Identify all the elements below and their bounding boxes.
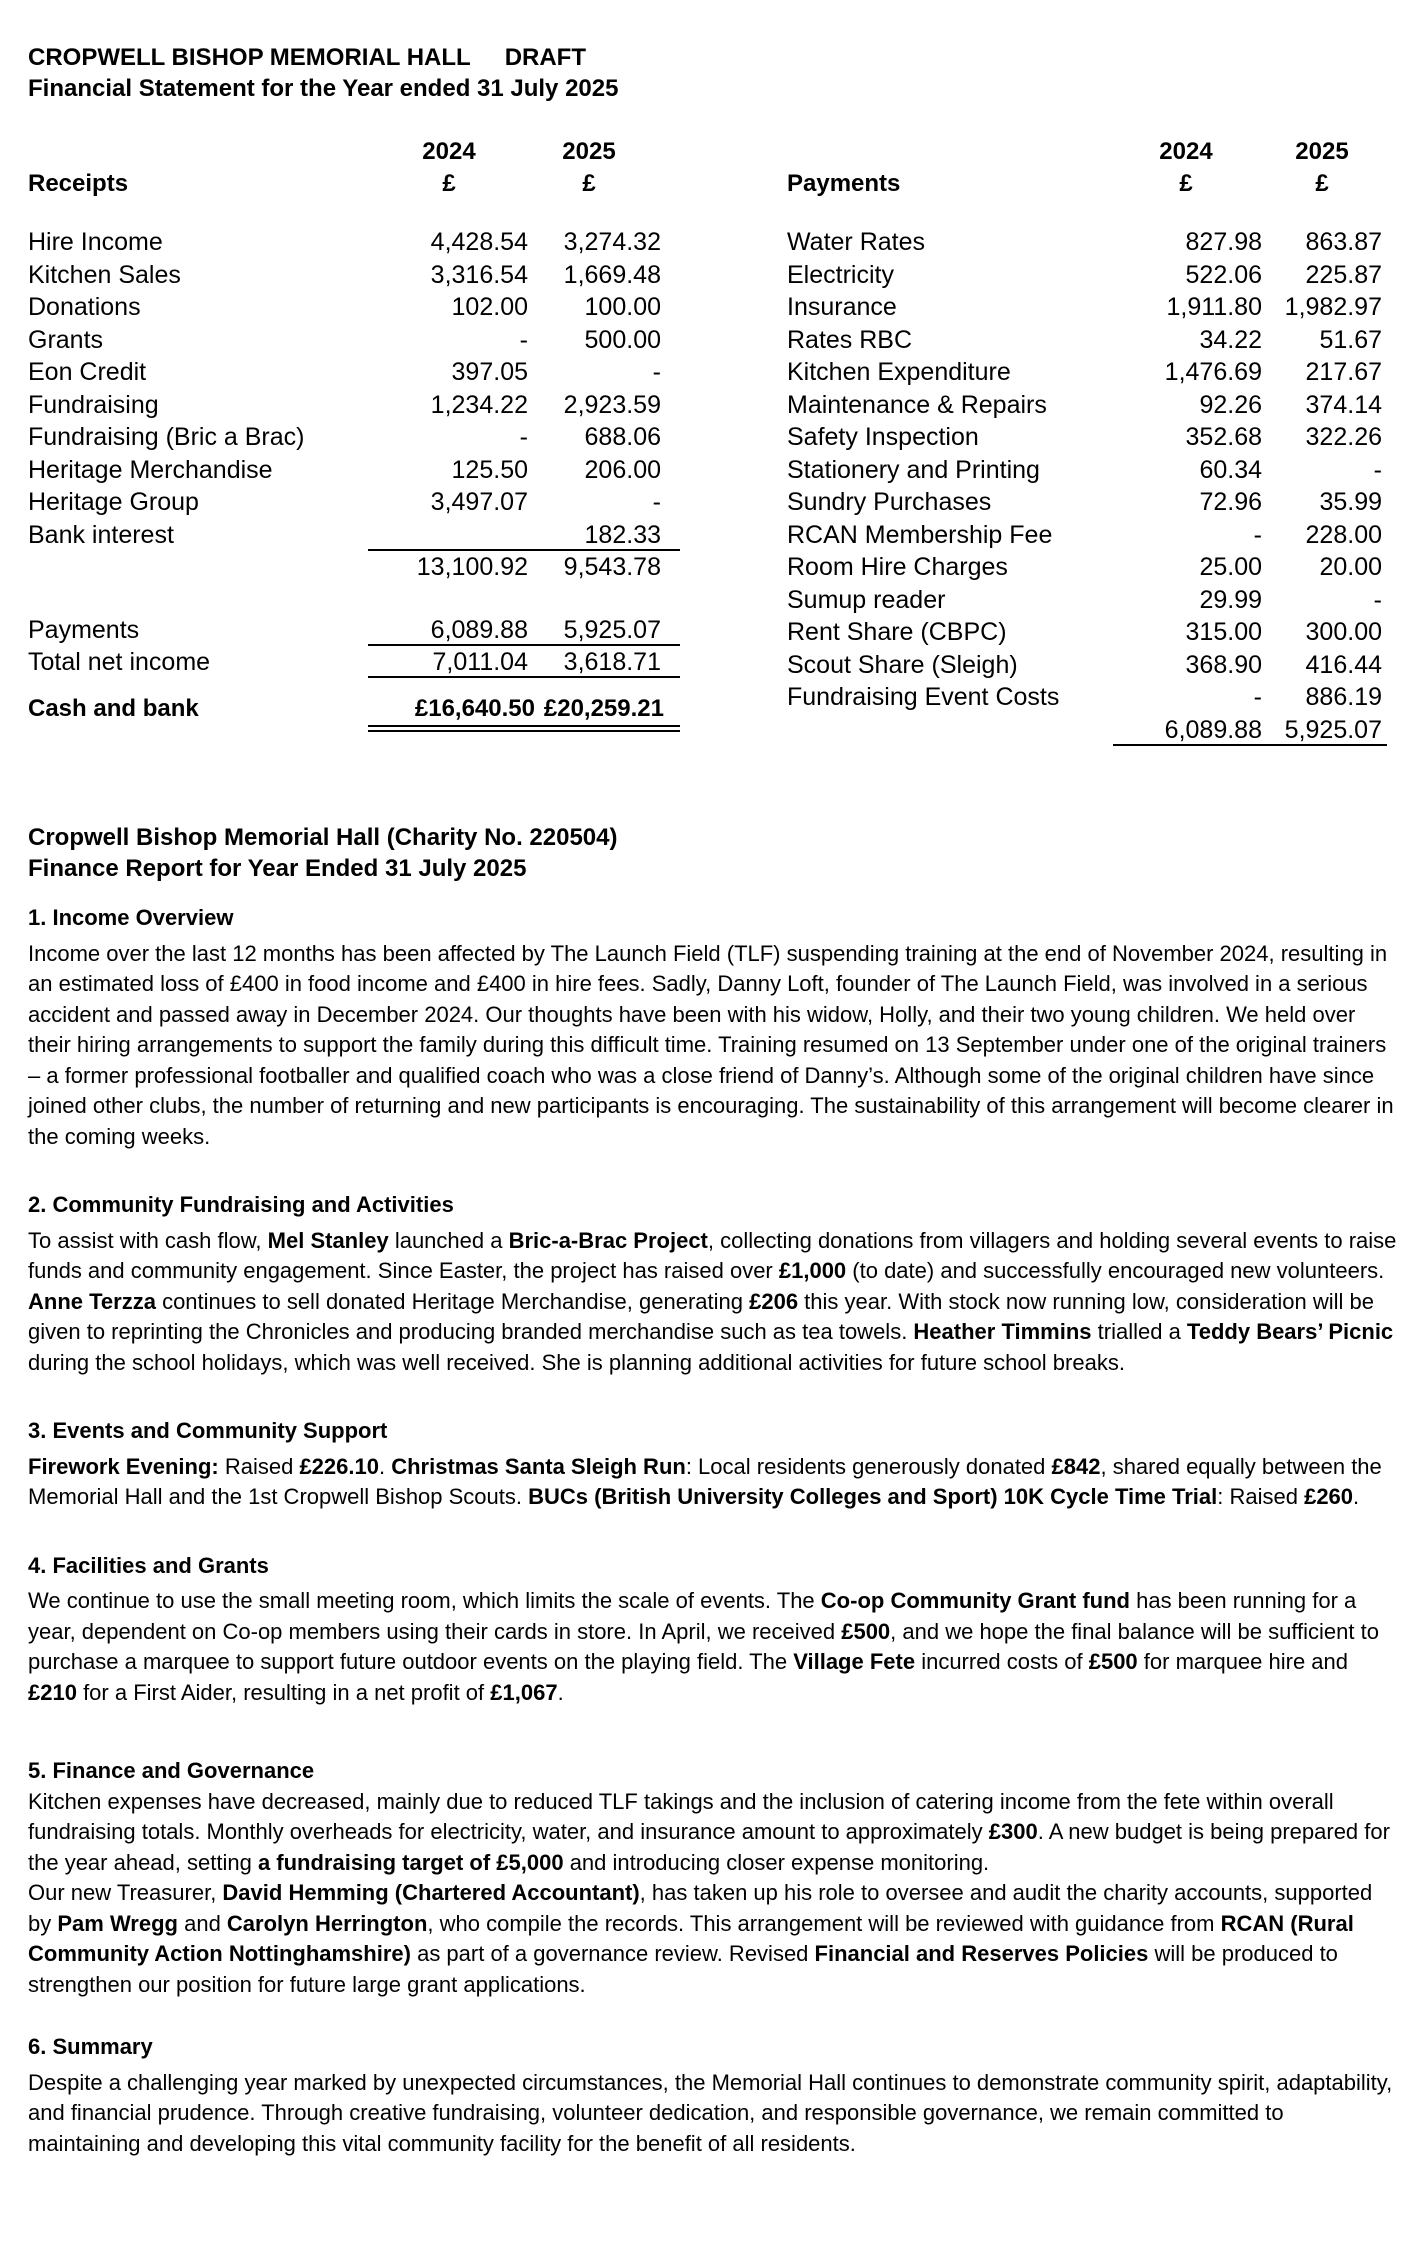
receipts-row-2024: - <box>519 325 528 354</box>
payments-row <box>787 584 1397 617</box>
section-text: We continue to use the small meeting room, which limits the scale of events. The Co-op Community Grant fund has been running for a year, dependent on Co-op members using their cards in store. In April, we received £500, and we hope the final balance will be sufficient to purchase a marquee to support future outdoor events on the playing field. The Village Fete incurred costs of £500 for marquee hire and £210 for a First Aider, resulting in a net profit of £1,067. <box>28 1588 1379 1705</box>
payments-total-2024: 6,089.88 <box>1164 715 1262 744</box>
receipts-row-label: Grants <box>28 325 104 354</box>
receipts-row-2024: 102.00 <box>451 293 528 321</box>
payments-row-label: Stationery and Printing <box>787 455 1040 484</box>
receipts-row-label: Eon Credit <box>28 358 147 386</box>
payments-table <box>787 136 1397 746</box>
receipts-row <box>28 519 678 552</box>
receipts-table <box>28 136 678 725</box>
payments-row-2025: 51.67 <box>1319 325 1382 354</box>
payments-row-2025: 217.67 <box>1305 358 1382 386</box>
receipts-row-2024: 4,428.54 <box>430 228 528 256</box>
receipts-row-2024: 3,316.54 <box>430 260 528 289</box>
receipts-row-label: Heritage Group <box>28 488 199 516</box>
payments-row-2024: 29.99 <box>1199 585 1262 614</box>
payments-row-label: Water Rates <box>787 228 926 256</box>
payments-total-row <box>787 714 1397 747</box>
payments-row-2025: 374.14 <box>1305 390 1382 419</box>
receipts-net-2025: 3,618.71 <box>563 648 661 676</box>
payments-row-2024: 25.00 <box>1199 553 1262 581</box>
payments-row-2025: 1,982.97 <box>1284 293 1382 321</box>
payments-row-label: Rates RBC <box>787 325 913 354</box>
section-text-2: Our new Treasurer, David Hemming (Chartered Accountant), has taken up his role to oversee and audit the charity accounts, supported by Pam Wregg and Carolyn Herrington, who compile the records. This arrangement will be reviewed with guidance from RCAN (Rural Community Action Nottinghamshire) as part of a governance review. Revised Financial and Reserves Policies will be produced to strengthen our position for future large grant applications. <box>28 1880 1373 1997</box>
section-heading: 3. Events and Community Support <box>28 1418 388 1443</box>
receipts-row-label: Bank interest <box>28 520 174 549</box>
receipts-payments-2024: 6,089.88 <box>430 615 528 644</box>
receipts-row <box>28 324 678 357</box>
payments-row-2024: 315.00 <box>1185 618 1262 646</box>
net-underline <box>368 676 680 678</box>
payments-total-underline <box>1113 744 1387 746</box>
payments-row-2025: 225.87 <box>1305 260 1382 289</box>
payments-row-2025: 300.00 <box>1305 618 1382 646</box>
report-title: Cropwell Bishop Memorial Hall (Charity No. 220504) <box>28 824 618 851</box>
payments-row-2025: 20.00 <box>1319 553 1382 581</box>
payments-title: Payments <box>787 170 901 197</box>
receipts-year-2025: 2025 <box>562 138 616 165</box>
receipts-currency-2025: £ <box>582 170 596 197</box>
payments-row-2025: 863.87 <box>1305 228 1382 256</box>
payments-row <box>787 519 1397 552</box>
payments-row-2024: 368.90 <box>1185 650 1262 679</box>
receipts-row-2024: 3,497.07 <box>430 488 528 516</box>
receipts-row <box>28 389 678 422</box>
section-finance-governance <box>28 1756 1398 2000</box>
payments-row <box>787 356 1397 389</box>
receipts-total-2025: 9,543.78 <box>563 553 661 581</box>
receipts-row-2024: 125.50 <box>451 455 528 484</box>
org-name: CROPWELL BISHOP MEMORIAL HALL <box>28 44 471 71</box>
payments-row-2025: 228.00 <box>1305 520 1382 549</box>
receipts-title: Receipts <box>28 170 129 197</box>
payments-row-2024: 60.34 <box>1199 455 1262 484</box>
payments-row-label: Room Hire Charges <box>787 553 1008 581</box>
receipts-row-2024: 397.05 <box>451 358 528 386</box>
payments-row-label: Electricity <box>787 260 894 289</box>
section-heading: 2. Community Fundraising and Activities <box>28 1192 454 1217</box>
receipts-row-2025: 500.00 <box>584 325 661 354</box>
payments-row-2025: 322.26 <box>1305 423 1382 451</box>
receipts-row <box>28 226 678 259</box>
payments-row <box>787 649 1397 682</box>
receipts-row-2025: 100.00 <box>584 293 661 321</box>
payments-total-2025: 5,925.07 <box>1284 715 1382 744</box>
receipts-row-label: Hire Income <box>28 228 163 256</box>
receipts-total-row <box>28 551 678 584</box>
receipts-row-2025: 206.00 <box>584 455 661 484</box>
finance-report <box>28 823 1398 2159</box>
payments-row-2025: - <box>1373 585 1382 614</box>
receipts-row <box>28 259 678 292</box>
section-heading: 1. Income Overview <box>28 905 234 930</box>
payments-row-label: Maintenance & Repairs <box>787 390 1047 419</box>
receipts-row-2024: - <box>519 423 528 451</box>
receipts-net-row <box>28 646 678 679</box>
payments-row-2024: 1,476.69 <box>1164 358 1262 386</box>
payments-row-2025: 886.19 <box>1305 683 1382 711</box>
payments-row <box>787 486 1397 519</box>
payments-year-2025: 2025 <box>1295 138 1349 165</box>
cash-2024: £16,640.50 <box>414 694 535 722</box>
receipts-net-label: Total net income <box>28 648 211 676</box>
receipts-row <box>28 454 678 487</box>
payments-row-2024: 72.96 <box>1199 488 1262 516</box>
payments-row-label: Fundraising Event Costs <box>787 683 1060 711</box>
section-text: Despite a challenging year marked by unexpected circumstances, the Memorial Hall continues to demonstrate community spirit, adaptability, and financial prudence. Through creative fundraising, volunteer dedication, and responsible governance, we remain committed to maintaining and developing this vital community facility for the benefit of all residents. <box>28 2069 1393 2156</box>
receipts-total-2024: 13,100.92 <box>416 553 528 581</box>
receipts-row <box>28 486 678 519</box>
receipts-row-2025: 3,274.32 <box>563 228 661 256</box>
section-text: Income over the last 12 months has been affected by The Launch Field (TLF) suspending training at the end of November 2024, resulting in an estimated loss of £400 in food income and £400 in hire fees. Sadly, Danny Loft, founder of The Launch Field, was involved in a serious accident and passed away in December 2024. Our thoughts have been with his widow, Holly, and their two young children. We held over their hiring arrangements to support the family during this difficult time. Training resumed on 13 September under one of the original trainers – a former professional footballer and qualified coach who was a close friend of Danny’s. Although some of the original children have since joined other clubs, the number of returning and new participants is encouraging. The sustainability of this arrangement will become clearer in the coming weeks. <box>28 940 1394 1149</box>
receipts-payments-label: Payments <box>28 615 140 644</box>
section-heading: 4. Facilities and Grants <box>28 1552 269 1578</box>
section-events <box>28 1416 1398 1513</box>
payments-row-2025: - <box>1373 455 1382 484</box>
draft-label: DRAFT <box>504 44 587 71</box>
report-subtitle: Finance Report for Year Ended 31 July 2025 <box>28 854 527 882</box>
payments-row <box>787 681 1397 714</box>
receipts-row-2024: 1,234.22 <box>430 390 528 419</box>
section-heading: 6. Summary <box>28 2034 153 2059</box>
cash-double-underline <box>368 725 680 732</box>
payments-row-2025: 416.44 <box>1305 650 1382 679</box>
receipts-row-label: Kitchen Sales <box>28 260 181 289</box>
payments-row <box>787 389 1397 422</box>
payments-row-label: Sundry Purchases <box>787 488 992 516</box>
payments-currency-2024: £ <box>1179 170 1193 197</box>
section-summary <box>28 2032 1398 2159</box>
receipts-row <box>28 421 678 454</box>
receipts-net-2024: 7,011.04 <box>432 648 528 676</box>
cash-label: Cash and bank <box>28 694 199 722</box>
receipts-payments-2025: 5,925.07 <box>563 615 661 644</box>
payments-row <box>787 616 1397 649</box>
payments-row-label: Scout Share (Sleigh) <box>787 650 1018 679</box>
payments-currency-2025: £ <box>1315 170 1329 197</box>
payments-row-2024: 92.26 <box>1199 390 1262 419</box>
payments-row-2024: 34.22 <box>1199 325 1262 354</box>
receipts-row-2025: 2,923.59 <box>563 390 661 419</box>
payments-year-2024: 2024 <box>1159 138 1213 165</box>
payments-row-2024: - <box>1253 520 1262 549</box>
payments-row <box>787 551 1397 584</box>
payments-row-label: Rent Share (CBPC) <box>787 618 1007 646</box>
receipts-row <box>28 291 678 324</box>
payments-row-label: Sumup reader <box>787 585 946 614</box>
payments-row-2024: 1,911.80 <box>1166 293 1262 321</box>
section-facilities-grants <box>28 1551 1398 1709</box>
section-text: Kitchen expenses have decreased, mainly due to reduced TLF takings and the inclusion of catering income from the fete within overall fundraising totals. Monthly overheads for electricity, water, and insurance amount to approximately £300. A new budget is being prepared for the year ahead, setting a fundraising target of £5,000 and introducing closer expense monitoring. <box>28 1788 1390 1875</box>
receipts-year-2024: 2024 <box>422 138 476 165</box>
receipts-row-label: Fundraising (Bric a Brac) <box>28 423 305 451</box>
receipts-payments-row <box>28 614 678 647</box>
section-heading: 5. Finance and Governance <box>28 1758 315 1783</box>
receipts-row-2025: 1,669.48 <box>563 260 661 289</box>
payments-row-2024: 827.98 <box>1185 228 1262 256</box>
receipts-row-label: Donations <box>28 293 141 321</box>
payments-row <box>787 324 1397 357</box>
cash-2025: £20,259.21 <box>543 694 664 722</box>
payments-row <box>787 291 1397 324</box>
statement-subtitle: Financial Statement for the Year ended 31 July 2025 <box>28 75 619 102</box>
payments-row-2025: 35.99 <box>1319 488 1382 516</box>
receipts-currency-2024: £ <box>442 170 456 197</box>
section-income-overview <box>28 903 1398 1152</box>
payments-row <box>787 259 1397 292</box>
payments-row-2024: 522.06 <box>1185 260 1262 289</box>
payments-row-label: Kitchen Expenditure <box>787 358 1011 386</box>
receipts-row-2025: 182.33 <box>584 520 661 549</box>
receipts-row-label: Heritage Merchandise <box>28 455 273 484</box>
receipts-row-2025: 688.06 <box>584 423 661 451</box>
payments-row <box>787 226 1397 259</box>
payments-row <box>787 421 1397 454</box>
payments-row-label: Insurance <box>787 293 897 321</box>
payments-row-label: Safety Inspection <box>787 423 979 451</box>
payments-row-label: RCAN Membership Fee <box>787 520 1053 549</box>
section-community-fundraising <box>28 1190 1398 1378</box>
receipts-row <box>28 356 678 389</box>
payments-row <box>787 454 1397 487</box>
receipts-row-label: Fundraising <box>28 390 159 419</box>
document-header <box>28 42 618 104</box>
receipts-row-2025: - <box>652 488 661 516</box>
cash-and-bank-row <box>28 693 678 726</box>
payments-row-2024: 352.68 <box>1185 423 1262 451</box>
payments-row-2024: - <box>1253 683 1262 711</box>
section-text: To assist with cash flow, Mel Stanley launched a Bric-a-Brac Project, collecting donations from villagers and holding several events to raise funds and community engagement. Since Easter, the project has raised over £1,000 (to date) and successfully encouraged new volunteers. Anne Terzza continues to sell donated Heritage Merchandise, generating £206 this year. With stock now running low, consideration will be given to reprinting the Chronicles and producing branded merchandise such as tea towels. Heather Timmins trialled a Teddy Bears’ Picnic during the school holidays, which was well received. She is planning additional activities for future school breaks. <box>28 1227 1397 1375</box>
section-text: Firework Evening: Raised £226.10. Christmas Santa Sleigh Run: Local residents generously donated £842, shared equally between the Memorial Hall and the 1st Cropwell Bishop Scouts. BUCs (British University Colleges and Sport) 10K Cycle Time Trial: Raised £260. <box>28 1453 1382 1509</box>
receipts-row-2025: - <box>652 358 661 386</box>
